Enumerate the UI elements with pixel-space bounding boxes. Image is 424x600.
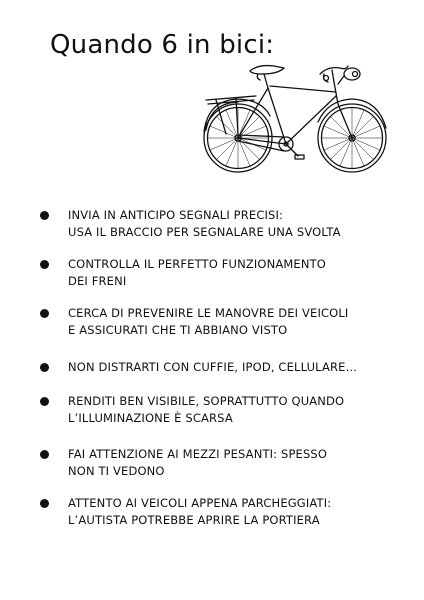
- bicycle-icon: [196, 52, 392, 178]
- bullet-icon: [40, 260, 49, 269]
- tip-text: FAI ATTENZIONE AI MEZZI PESANTI: SPESSO NON TI VEDONO: [68, 447, 328, 478]
- tip-text: NON DISTRARTI CON CUFFIE, IPOD, CELLULARE…: [68, 360, 358, 374]
- bullet-icon: [40, 450, 49, 459]
- tip-text: CERCA DI PREVENIRE LE MANOVRE DEI VEICOLI E ASSICURATI CHE TI ABBIANO VISTO: [68, 306, 349, 337]
- bullet-icon: [40, 363, 49, 372]
- tip-text: RENDITI BEN VISIBILE, SOPRATTUTTO QUANDO L’ILLUMINAZIONE È SCARSA: [68, 394, 345, 425]
- tip-text: ATTENTO AI VEICOLI APPENA PARCHEGGIATI: L’AUTISTA POTREBBE APRIRE LA PORTIERA: [68, 496, 332, 527]
- bullet-icon: [40, 309, 49, 318]
- page-title: Quando 6 in bici:: [50, 30, 275, 60]
- bullet-icon: [40, 211, 49, 220]
- bullet-icon: [40, 499, 49, 508]
- bullet-icon: [40, 397, 49, 406]
- tip-text: CONTROLLA IL PERFETTO FUNZIONAMENTO DEI FRENI: [68, 257, 326, 288]
- tip-text: INVIA IN ANTICIPO SEGNALI PRECISI: USA IL BRACCIO PER SEGNALARE UNA SVOLTA: [68, 208, 341, 239]
